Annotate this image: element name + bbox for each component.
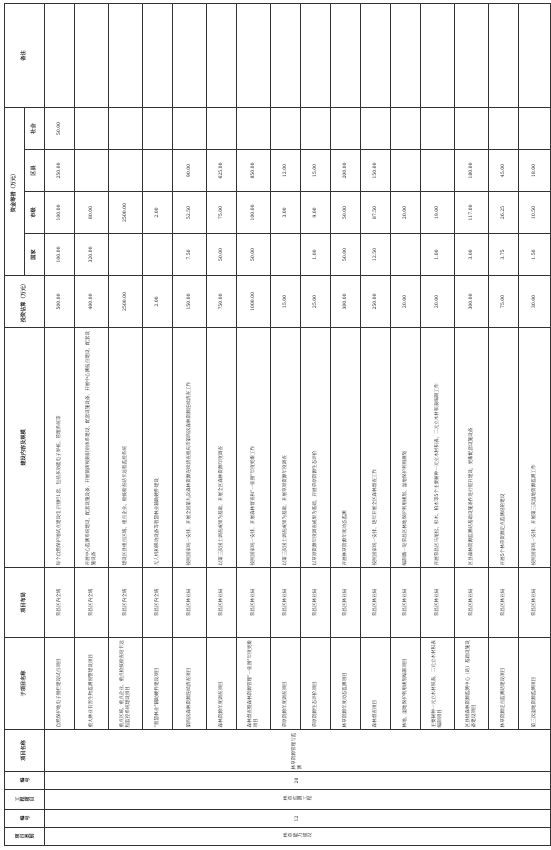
sub-item-name: “智慧林业”辅助硬件建设项目 — [143, 638, 173, 730]
investment-cell: 15.00 — [271, 276, 301, 328]
national-cell: 50.00 — [207, 234, 237, 276]
investment-cell: 250.00 — [361, 276, 391, 328]
district-cell — [109, 150, 143, 192]
layout-cell: 荣昌区林业局 — [519, 568, 551, 638]
city-cell: 2.00 — [143, 192, 173, 234]
investment-cell: 20.00 — [391, 276, 421, 328]
content-cell: 按照国家统一安排，逐年开展全区森林督查工作 — [361, 328, 391, 568]
layout-cell: 荣昌区林业局 — [237, 568, 271, 638]
table-row — [361, 3, 391, 845]
table-row — [143, 3, 173, 845]
table-row — [173, 3, 207, 845]
city-cell: 87.50 — [361, 192, 391, 234]
remarks-cell — [331, 3, 361, 107]
table-row — [421, 3, 455, 845]
header-category: 项目类别 — [5, 828, 45, 846]
social-cell — [489, 107, 519, 149]
header-project-name: 项目名称 — [5, 730, 45, 772]
district-cell: 45.00 — [489, 150, 519, 192]
sub-item-name: 主要树种一元立木材积表、二元立木材积表编制项目 — [421, 638, 455, 730]
layout-cell: 荣昌区林业局 — [271, 568, 301, 638]
table-body — [45, 3, 551, 845]
sub-item-name: 森林资源年度调查项目 — [207, 638, 237, 730]
sub-item-name: 草原资源年度调查项目 — [271, 638, 301, 730]
header-remarks: 备注 — [5, 3, 45, 107]
district-cell: 180.00 — [455, 150, 489, 192]
header-content: 建设内容及规模 — [5, 328, 45, 568]
project-table — [4, 3, 551, 846]
sub-item-name: 重点区域、重点企业、重点检疫检查站卡远程监控系统建设项目 — [109, 638, 143, 730]
social-cell: 50.00 — [45, 107, 75, 149]
remarks-cell — [45, 3, 75, 107]
investment-cell: 300.00 — [331, 276, 361, 328]
layout-cell: 荣昌区内全域 — [45, 568, 75, 638]
city-cell: 100.00 — [45, 192, 75, 234]
remarks-cell — [109, 3, 143, 107]
group-category: 林草能力建设 — [45, 828, 551, 846]
sub-item-name: 重大林业有害生物监测预警建设项目 — [75, 638, 109, 730]
district-cell — [391, 150, 421, 192]
remarks-cell — [75, 3, 109, 107]
layout-cell: 荣昌区内全域 — [143, 568, 173, 638]
social-cell — [361, 107, 391, 149]
content-cell: 以第三次国土调查成果为基础，开展全区森林资源年度调查 — [207, 328, 237, 568]
district-cell — [421, 150, 455, 192]
district-cell: 12.00 — [271, 150, 301, 192]
investment-cell: 1000.00 — [237, 276, 271, 328]
header-city: 市级 — [25, 192, 45, 234]
content-cell: 每个自然保护地试点建设电子围栏1套，包括多功能电子界桩、管理系统等 — [45, 328, 75, 568]
header-funding: 资金筹措（万元） — [5, 107, 25, 275]
remarks-cell — [271, 3, 301, 107]
national-cell: 50.00 — [331, 234, 361, 276]
district-cell — [143, 150, 173, 192]
investment-cell: 2500.00 — [109, 276, 143, 328]
social-cell — [519, 107, 551, 149]
group-sub-no: 28 — [45, 772, 551, 790]
national-cell: 320.00 — [75, 234, 109, 276]
national-cell: 12.50 — [361, 234, 391, 276]
investment-cell: 75.00 — [489, 276, 519, 328]
content-cell: 开展5个林草资源定点监测站的建设 — [489, 328, 519, 568]
city-cell: 9.00 — [301, 192, 331, 234]
remarks-cell — [207, 3, 237, 107]
social-cell — [143, 107, 173, 149]
content-cell: 无人机和移动设备等智慧林业辅助硬件建设 — [143, 328, 173, 568]
table-row — [391, 3, 421, 845]
table-row — [207, 3, 237, 845]
table-row — [271, 3, 301, 845]
social-cell — [271, 107, 301, 149]
remarks-cell — [455, 3, 489, 107]
city-cell: 75.00 — [207, 192, 237, 234]
national-cell: 7.50 — [173, 234, 207, 276]
district-cell: 150.00 — [361, 150, 391, 192]
social-cell — [455, 107, 489, 149]
remarks-cell — [143, 3, 173, 107]
city-cell: 50.00 — [331, 192, 361, 234]
remarks-cell — [489, 3, 519, 107]
layout-cell: 荣昌区林业局 — [391, 568, 421, 638]
table-row — [519, 3, 551, 845]
table-row — [489, 3, 519, 845]
social-cell — [391, 107, 421, 149]
content-cell: 以草原资源年度调查成果为基础，开展草原资源生态评价 — [301, 328, 331, 568]
sub-item-name: 第三次湿地资源监测项目 — [519, 638, 551, 730]
sub-item-name: 森林督查项目 — [361, 638, 391, 730]
content-cell: 建设区县重点区域、重点企业、检疫检查站卡远程监控系统 — [109, 328, 143, 568]
investment-cell: 400.00 — [75, 276, 109, 328]
content-cell: 开展中心监测系统建设，配套设施设备，开展镇街视频识别体系建设，配套设施设备，开展中心测报点建设，配套设施设备 — [75, 328, 109, 568]
social-cell — [331, 107, 361, 149]
layout-cell: 荣昌区林业局 — [207, 568, 237, 638]
city-cell: 100.00 — [237, 192, 271, 234]
content-cell: 区县森林资源监测站基础设施条件进行提升建设，更新配套设施设备 — [455, 328, 489, 568]
table-row — [45, 3, 75, 845]
remarks-cell — [361, 3, 391, 107]
sub-item-name: 第四次森林资源连续清查项目 — [173, 638, 207, 730]
group-project: 林草监测工程 — [45, 790, 551, 810]
layout-cell: 荣昌区林业局 — [331, 568, 361, 638]
investment-cell: 500.00 — [45, 276, 75, 328]
city-cell: 2500.00 — [109, 192, 143, 234]
sub-item-name: 林地、湿地保护利用规划编制项目 — [391, 638, 421, 730]
city-cell: 10.50 — [519, 192, 551, 234]
content-cell: 开展荣昌区马尾松、杉木、柏木等5个主要树种一元立木材积表、二元立木材积表编制工作 — [421, 328, 455, 568]
layout-cell: 荣昌区内全域 — [75, 568, 109, 638]
city-cell: 26.25 — [489, 192, 519, 234]
district-cell: 850.00 — [237, 150, 271, 192]
table-row — [109, 3, 143, 845]
sub-item-name: 森林督查暨森林资源管理“一张图”年度更新项目 — [237, 638, 271, 730]
district-cell — [75, 150, 109, 192]
layout-cell: 荣昌区林业局 — [173, 568, 207, 638]
layout-cell: 荣昌区林业局 — [421, 568, 455, 638]
city-cell: 20.00 — [391, 192, 421, 234]
district-cell: 15.00 — [301, 150, 331, 192]
national-cell — [391, 234, 421, 276]
city-cell: 3.00 — [271, 192, 301, 234]
header-social: 社会 — [25, 107, 45, 149]
social-cell — [301, 107, 331, 149]
content-cell: 编制新一轮荣昌区林地保护利用规划、湿地保护利用规划 — [391, 328, 421, 568]
district-cell: 18.00 — [519, 150, 551, 192]
header-project-no: 编号 — [5, 810, 45, 828]
table-row — [301, 3, 331, 845]
national-cell: 1.50 — [519, 234, 551, 276]
national-cell: 100.00 — [45, 234, 75, 276]
national-cell: 3.00 — [455, 234, 489, 276]
content-cell: 开展林草资源年度动态监测 — [331, 328, 361, 568]
sub-item-name: 区县级森林资源监测中心（站）基础设施设备建设项目 — [455, 638, 489, 730]
group-project-no: 12 — [45, 810, 551, 828]
investment-cell: 20.00 — [421, 276, 455, 328]
national-cell: 3.75 — [489, 234, 519, 276]
sub-item-name: 林草资源年度动态监测项目 — [331, 638, 361, 730]
sub-item-name: 草原资源生态评价项目 — [301, 638, 331, 730]
content-cell: 按照国家统一安排，开展森林督查和“一张图”年度更新工作 — [237, 328, 271, 568]
investment-cell: 300.00 — [455, 276, 489, 328]
social-cell — [237, 107, 271, 149]
social-cell — [109, 107, 143, 149]
investment-cell: 30.00 — [519, 276, 551, 328]
city-cell: 117.00 — [455, 192, 489, 234]
investment-cell: 2.00 — [143, 276, 173, 328]
city-cell: 19.00 — [421, 192, 455, 234]
sub-item-name: 自然保护地电子围栏建设试点项目 — [45, 638, 75, 730]
header-sub-no: 编号 — [5, 772, 45, 790]
group-project-name: 林草资源管理与监测 — [45, 730, 551, 772]
header-item-name: 子项目名称 — [5, 638, 45, 730]
header-national: 国家 — [25, 234, 45, 276]
remarks-cell — [391, 3, 421, 107]
district-cell: 90.00 — [173, 150, 207, 192]
remarks-cell — [301, 3, 331, 107]
layout-cell: 荣昌区林业局 — [301, 568, 331, 638]
social-cell — [173, 107, 207, 149]
social-cell — [75, 107, 109, 149]
table-row — [455, 3, 489, 845]
social-cell — [421, 107, 455, 149]
content-cell: 以第三次国土调查成果为基础，开展草原资源年度调查 — [271, 328, 301, 568]
content-cell: 按照国家统一安排，开展第三次湿地资源监测工作 — [519, 328, 551, 568]
table-row — [75, 3, 109, 845]
header-district: 区县 — [25, 150, 45, 192]
national-cell: 1.00 — [301, 234, 331, 276]
remarks-cell — [173, 3, 207, 107]
content-cell: 按照国家统一安排，开展全国第九次森林资源连续清查重庆市第四次森林资源连续清查工作 — [173, 328, 207, 568]
layout-cell: 荣昌区林业局 — [489, 568, 519, 638]
remarks-cell — [519, 3, 551, 107]
table-row — [331, 3, 361, 845]
national-cell — [271, 234, 301, 276]
national-cell — [143, 234, 173, 276]
layout-cell: 荣昌区内全域 — [109, 568, 143, 638]
sub-item-name: 林草资源定点监测站建设项目 — [489, 638, 519, 730]
district-cell: 250.00 — [45, 150, 75, 192]
layout-cell: 荣昌区林业局 — [455, 568, 489, 638]
national-cell: 50.00 — [237, 234, 271, 276]
national-cell — [109, 234, 143, 276]
header-investment: 投资估算（万元） — [5, 276, 45, 328]
investment-cell: 750.00 — [207, 276, 237, 328]
remarks-cell — [421, 3, 455, 107]
national-cell: 1.00 — [421, 234, 455, 276]
district-cell: 625.00 — [207, 150, 237, 192]
investment-cell: 25.00 — [301, 276, 331, 328]
social-cell — [207, 107, 237, 149]
layout-cell: 荣昌区林业局 — [361, 568, 391, 638]
city-cell: 80.00 — [75, 192, 109, 234]
district-cell: 200.00 — [331, 150, 361, 192]
investment-cell: 150.00 — [173, 276, 207, 328]
remarks-cell — [237, 3, 271, 107]
header-project: 工程项目 — [5, 790, 45, 810]
city-cell: 52.50 — [173, 192, 207, 234]
header-layout: 项目布局 — [5, 568, 45, 638]
table-row — [237, 3, 271, 845]
